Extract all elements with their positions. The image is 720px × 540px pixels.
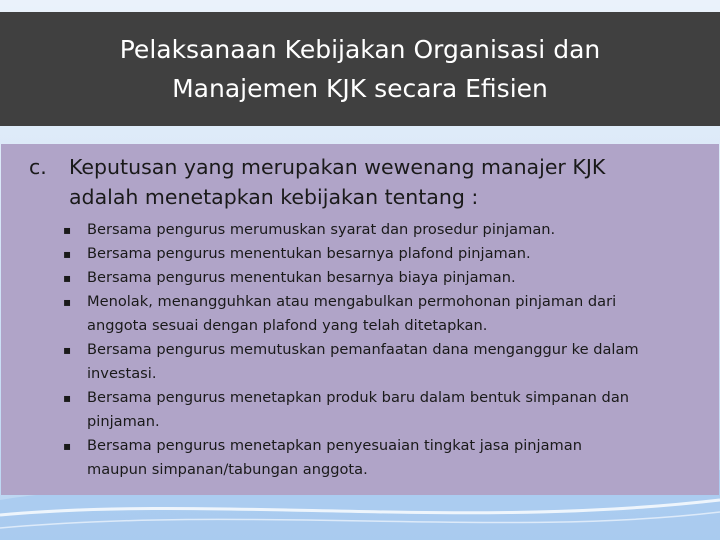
bullet-text-line: Menolak, menangguhkan atau mengabulkan permohonan pinjaman dari [87, 293, 617, 310]
bullet-text-line: maupun simpanan/tabungan anggota. [87, 461, 368, 478]
bullet-item [63, 218, 703, 242]
bullet-text-line: anggota sesuai dengan plafond yang telah ditetapkan. [87, 317, 488, 334]
square-bullet-icon: ▪ [63, 247, 72, 261]
bullet-text-line: Bersama pengurus merumuskan syarat dan prosedur pinjaman. [87, 221, 556, 238]
square-bullet-icon: ▪ [63, 343, 72, 357]
square-bullet-icon: ▪ [63, 271, 72, 285]
content-heading [29, 152, 709, 212]
bullet-item [63, 290, 703, 338]
bullet-item [63, 266, 703, 290]
bullet-text-line: Bersama pengurus menetapkan penyesuaian tingkat jasa pinjaman [87, 437, 582, 454]
slide-title-line-1: Pelaksanaan Kebijakan Organisasi dan [119, 35, 601, 64]
bullet-text-line: Bersama pengurus menentukan besarnya biaya pinjaman. [87, 269, 516, 286]
heading-list-marker: c. [29, 155, 47, 179]
heading-line-2: adalah menetapkan kebijakan tentang : [69, 185, 479, 209]
bullet-list [63, 218, 703, 482]
title-bar [0, 12, 720, 126]
square-bullet-icon: ▪ [63, 391, 72, 405]
square-bullet-icon: ▪ [63, 223, 72, 237]
bullet-text-line: Bersama pengurus menentukan besarnya plafond pinjaman. [87, 245, 531, 262]
content-box [1, 144, 719, 495]
square-bullet-icon: ▪ [63, 295, 72, 309]
slide-title-line-2: Manajemen KJK secara Efisien [172, 74, 548, 103]
bullet-text-line: Bersama pengurus memutuskan pemanfaatan dana menganggur ke dalam [87, 341, 639, 358]
bullet-text-line: Bersama pengurus menetapkan produk baru dalam bentuk simpanan dan [87, 389, 630, 406]
square-bullet-icon: ▪ [63, 439, 72, 453]
bullet-item [63, 386, 703, 434]
bullet-item [63, 338, 703, 386]
bullet-text-line: pinjaman. [87, 413, 160, 430]
bullet-text-line: investasi. [87, 365, 157, 382]
heading-line-1: Keputusan yang merupakan wewenang manajer KJK [69, 155, 606, 179]
bullet-item [63, 242, 703, 266]
bullet-item [63, 434, 703, 482]
